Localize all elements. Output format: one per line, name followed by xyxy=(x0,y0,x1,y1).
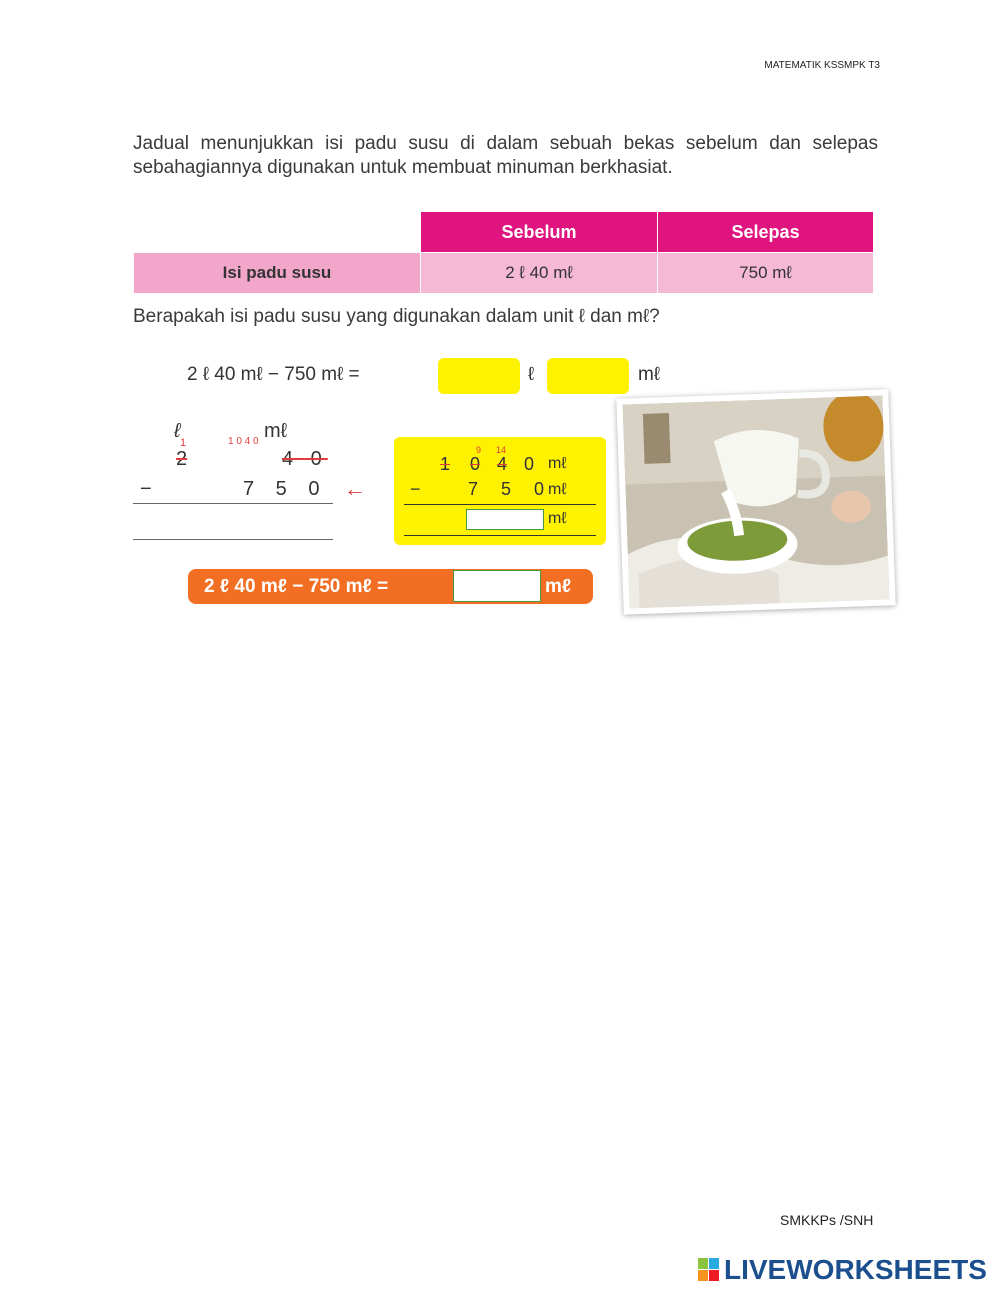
final-equation-expression: 2 ℓ 40 mℓ − 750 mℓ = xyxy=(204,576,389,597)
vertical-minus: − xyxy=(140,478,152,500)
milk-pouring-photo xyxy=(616,389,895,614)
table-row-label: Isi padu susu xyxy=(134,253,421,294)
volume-table xyxy=(133,211,874,294)
panel-carry-b: 14 xyxy=(496,445,507,455)
footer-school: SMKKPs /SNH xyxy=(780,1212,874,1228)
vertical-bottom: 7 5 0 xyxy=(243,478,328,500)
panel-line-1 xyxy=(404,504,596,505)
table-value-after: 750 mℓ xyxy=(658,253,874,294)
panel-top-digit-2: 0 xyxy=(470,454,481,474)
panel-carry-a: 9 xyxy=(476,445,482,455)
brand-name: LIVEWORKSHEETS xyxy=(724,1254,987,1285)
question-ask: Berapakah isi padu susu yang digunakan dalam unit ℓ dan mℓ? xyxy=(133,306,660,327)
vertical-top-milliliter: 4 0 xyxy=(282,448,328,470)
liveworksheets-logo-icon xyxy=(698,1258,720,1282)
milk-pouring-image xyxy=(623,396,890,609)
header-subject: MATEMATIK KSSMPK T3 xyxy=(764,60,880,71)
table-value-before: 2 ℓ 40 mℓ xyxy=(421,253,658,294)
unit-liter-label: ℓ xyxy=(528,364,535,385)
panel-bottom-unit: mℓ xyxy=(548,481,567,498)
vertical-borrow-mark: 1 xyxy=(180,437,187,449)
panel-minus: − xyxy=(410,479,421,499)
arrow-left-icon: ← xyxy=(344,476,366,501)
vertical-result-line-2 xyxy=(133,539,333,540)
panel-answer-unit: mℓ xyxy=(548,510,567,527)
vertical-col-milliliter: mℓ xyxy=(264,420,288,442)
vertical-top-liter: 2 xyxy=(176,448,188,470)
panel-top-digit-3: 4 xyxy=(497,454,508,474)
table-col-after: Selepas xyxy=(658,212,874,253)
question-text: Jadual menunjukkan isi padu susu di dalam sebuah bekas sebelum dan selepas sebahagiannya digunakan untuk membuat minuman berkhasiat. xyxy=(133,133,878,178)
table-header-row xyxy=(134,212,874,253)
vertical-carry: 1 0 4 0 xyxy=(228,436,259,447)
table-row xyxy=(134,253,874,294)
panel-answer-input[interactable] xyxy=(466,509,544,530)
panel-top-unit: mℓ xyxy=(548,455,567,472)
answer-milliliter-input[interactable] xyxy=(547,358,629,394)
panel-top-digit-1: 1 xyxy=(440,454,451,474)
panel-line-2 xyxy=(404,535,596,536)
answer-liter-input[interactable] xyxy=(438,358,520,394)
table-empty-cell xyxy=(134,212,421,253)
vertical-col-liter: ℓ xyxy=(174,420,181,442)
vertical-result-line-1 xyxy=(133,503,333,504)
final-answer-input[interactable] xyxy=(453,570,541,602)
table-col-before: Sebelum xyxy=(421,212,658,253)
panel-bottom: 7 5 0 xyxy=(468,479,554,499)
equation-expression: 2 ℓ 40 mℓ − 750 mℓ = xyxy=(187,364,360,385)
final-equation-unit: mℓ xyxy=(545,576,572,597)
unit-milliliter-label: mℓ xyxy=(638,364,660,385)
panel-top-digit-4: 0 xyxy=(524,454,535,474)
